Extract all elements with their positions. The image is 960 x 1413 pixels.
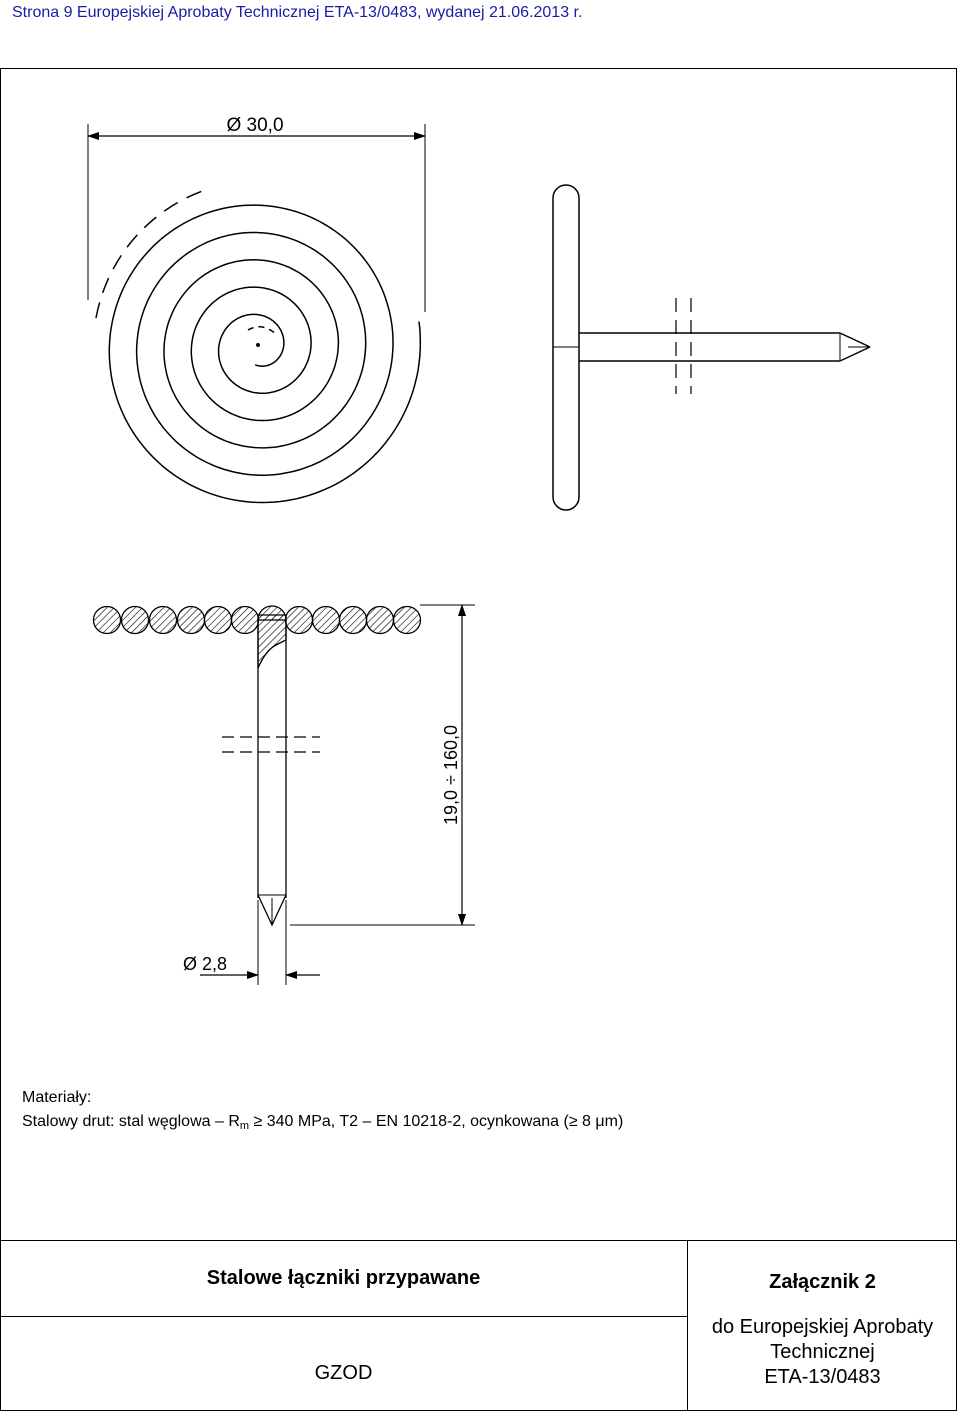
title-block-right: [688, 1241, 957, 1411]
point-top: [840, 333, 870, 347]
weld-section-hatch: [258, 615, 286, 668]
title-block-left: [0, 1241, 688, 1411]
product-code: GZOD: [314, 1362, 373, 1384]
spiral-center-point: [257, 344, 259, 346]
materials-note: [22, 1086, 623, 1138]
approval-ref-line2: Technicznej: [770, 1341, 875, 1363]
dimension-length-label: 19,0 ÷ 160,0: [441, 725, 461, 825]
point-bottom: [840, 347, 870, 361]
wire-coil-section-7: [286, 607, 313, 634]
materials-heading: Materiały:: [22, 1089, 92, 1106]
wire-coil-section-2: [122, 607, 149, 634]
materials-line: [22, 1110, 623, 1138]
wire-coil-sections: [94, 606, 421, 634]
wire-coil-section-5: [205, 607, 232, 634]
wire-coil-section-10: [367, 607, 394, 634]
materials-line-prefix: Stalowy drut: stal węglowa – R: [22, 1113, 240, 1130]
spiral-head-top-view: [88, 124, 425, 503]
wire-coil-section-6: [232, 607, 259, 634]
title-block: [0, 1240, 957, 1411]
spiral-hidden-outer-segment: [96, 190, 205, 318]
spiral-wire-path: [109, 205, 420, 502]
wire-coil-section-11: [394, 607, 421, 634]
shank-section-edges: [258, 620, 286, 898]
approval-reference: [688, 1315, 957, 1390]
nail-section-view: [94, 605, 476, 985]
materials-line-subscript: m: [239, 1120, 250, 1132]
wire-coil-section-9: [340, 607, 367, 634]
wire-coil-section-3: [150, 607, 177, 634]
nail-side-view: [553, 185, 870, 510]
annex-label: Załącznik 2: [769, 1271, 876, 1293]
wire-coil-section-1: [94, 607, 121, 634]
wire-coil-section-8: [313, 607, 340, 634]
dimension-head-diameter-label: Ø 30,0: [226, 115, 284, 136]
spiral-hidden-inner-segment: [248, 327, 276, 334]
dimension-wire-diameter-label: Ø 2,8: [182, 954, 228, 974]
wire-coil-section-4: [178, 607, 205, 634]
materials-line-suffix: ≥ 340 MPa, T2 – EN 10218-2, ocynkowana (≥ 8 μm): [249, 1113, 624, 1130]
approval-ref-line1: do Europejskiej Aprobaty: [711, 1316, 934, 1338]
product-title: Stalowe łączniki przypawane: [0, 1241, 687, 1317]
page-header: Strona 9 Europejskiej Aprobaty Technicznej ETA-13/0483, wydanej 21.06.2013 r.: [12, 4, 583, 21]
approval-ref-line3: ETA-13/0483: [764, 1366, 881, 1388]
